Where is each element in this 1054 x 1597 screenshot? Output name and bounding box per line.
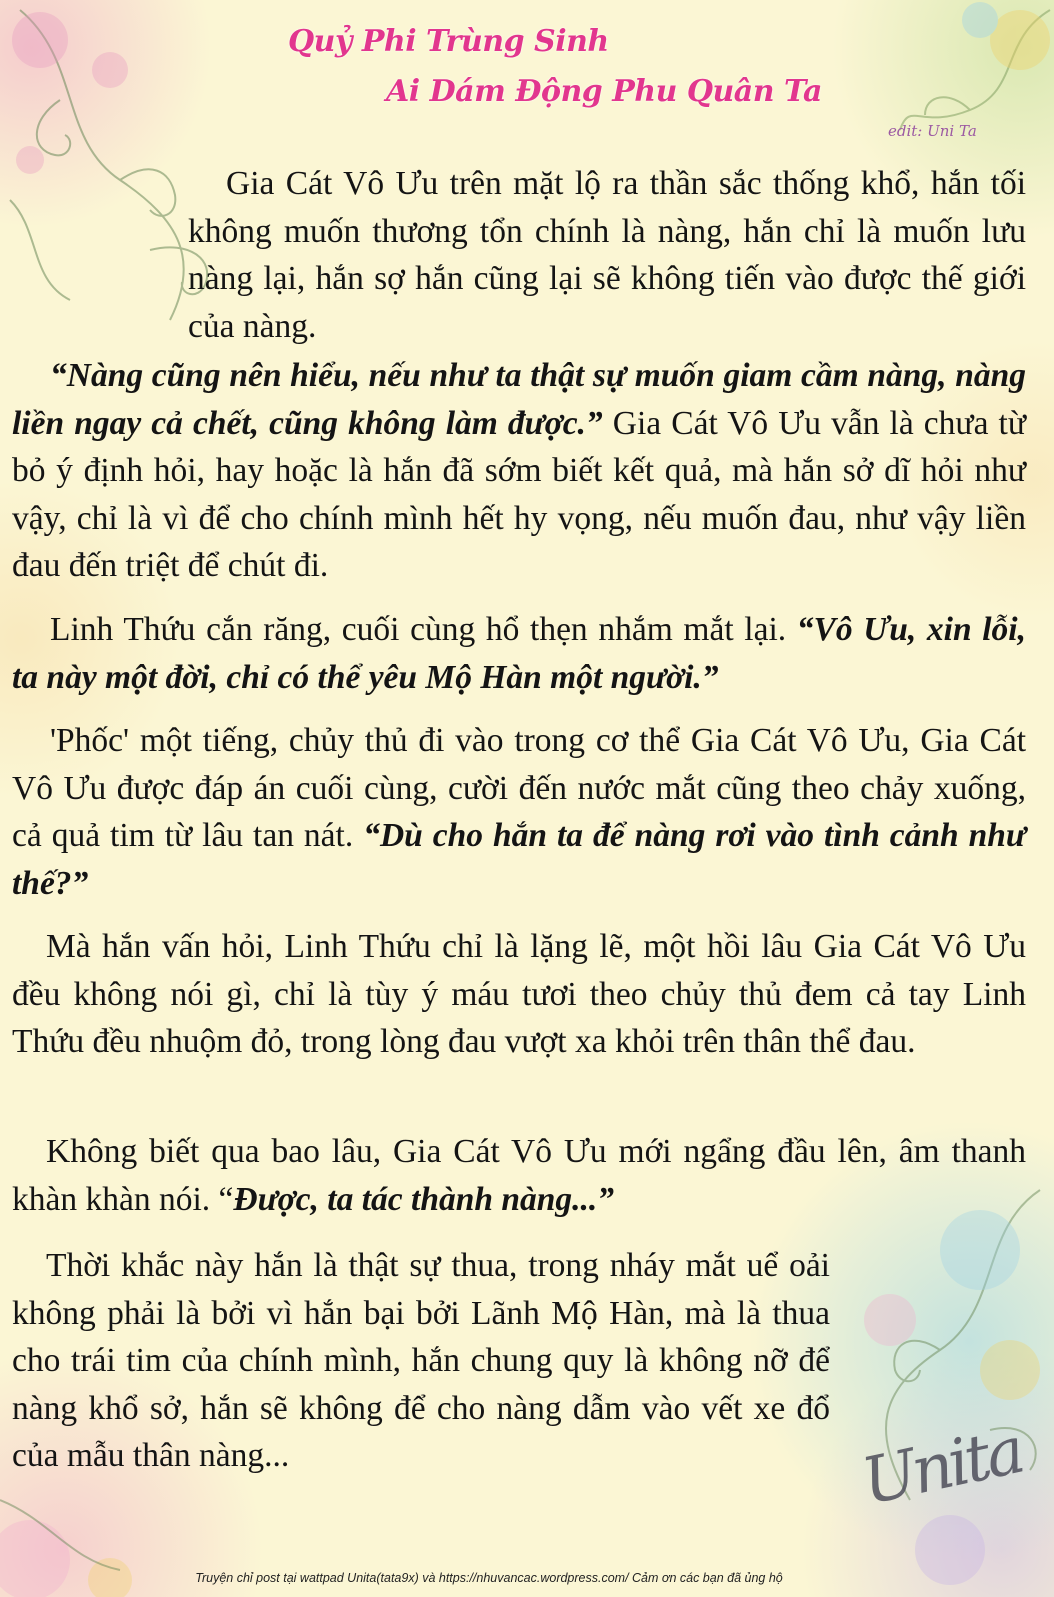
- dialogue-quote: “Nàng cũng nên hiểu, nếu như ta thật sự muốn giam cầm nàng, nàng liền ngay cả chết, cũng không làm được.”: [12, 357, 1026, 442]
- paragraph-text: 'Phốc' một tiếng, chủy thủ đi vào trong cơ thể Gia Cát Vô Ưu, Gia Cát Vô Ưu được đáp án cuối cùng, cười đến nước mắt cũng theo chảy xuống, cả quả tim từ lâu tan nát.: [12, 722, 1026, 854]
- paragraph-2: [12, 352, 1026, 590]
- dialogue-quote: Được, ta tác thành nàng...”: [233, 1180, 614, 1218]
- dialogue-quote: “Vô Ưu, xin lỗi, ta này một đời, chỉ có thể yêu Mộ Hàn một người.”: [12, 611, 1026, 696]
- paragraph-text: Thời khắc này hắn là thật sự thua, trong nháy mắt uể oải không phải là bởi vì hắn bại bởi Lãnh Mộ Hàn, mà là thua cho trái tim của chính mình, hắn chung quy là không nỡ để nàng khổ sở, hắn sẽ không để cho nàng dẫm vào vết xe đổ của mẫu thân nàng...: [12, 1247, 830, 1474]
- paragraph-text: Gia Cát Vô Ưu vẫn là chưa từ bỏ ý định hỏi, hay hoặc là hắn đã sớm biết kết quả, mà hắn sở dĩ hỏi như vậy, chỉ là vì để cho chính mình hết hy vọng, nếu muốn đau, như vậy liền đau đến triệt để chút đi.: [12, 404, 1026, 584]
- paragraph-text: Gia Cát Vô Ưu trên mặt lộ ra thần sắc thống khổ, hắn tối không muốn thương tổn chính là nàng, hắn chỉ là muốn lưu nàng lại, hắn sợ hắn cũng lại sẽ không tiến vào được thế giới của nàng.: [188, 165, 1026, 345]
- story-subtitle: Ai Dám Động Phu Quân Ta: [386, 74, 822, 109]
- dialogue-quote: “Dù cho hắn ta để nàng rơi vào tình cảnh như thế?”: [12, 817, 1026, 902]
- handwritten-signature: Unita: [856, 1414, 1028, 1520]
- story-title: Quỷ Phi Trùng Sinh: [288, 24, 609, 59]
- paragraph-7: [12, 1242, 830, 1480]
- paragraph-text: Không biết qua bao lâu, Gia Cát Vô Ưu mới ngẩng đầu lên, âm thanh khàn khàn nói. “: [12, 1133, 1026, 1218]
- paragraph-5: [12, 923, 1026, 1066]
- paragraph-3: [12, 606, 1026, 701]
- paragraph-1: [188, 160, 1026, 350]
- floral-decoration-bottom-right: [830, 1170, 1054, 1597]
- paragraph-text: Mà hắn vấn hỏi, Linh Thứu chỉ là lặng lẽ, một hồi lâu Gia Cát Vô Ưu đều không nói gì, chỉ là tùy ý máu tươi theo chủy thủ đem cả tay Linh Thứu đều nhuộm đỏ, trong lòng đau vượt xa khỏi trên thân thể đau.: [12, 928, 1026, 1060]
- editor-credit: edit: Uni Ta: [888, 122, 977, 140]
- paragraph-text: Linh Thứu cắn răng, cuối cùng hổ thẹn nhắm mắt lại.: [50, 611, 797, 648]
- footer-note: Truyện chỉ post tại wattpad Unita(tata9x) và https://nhuvancac.wordpress.com/ Cảm ơn các bạn đã ủng hộ: [195, 1571, 783, 1585]
- paragraph-4: [12, 717, 1026, 907]
- paragraph-6: [12, 1128, 1026, 1223]
